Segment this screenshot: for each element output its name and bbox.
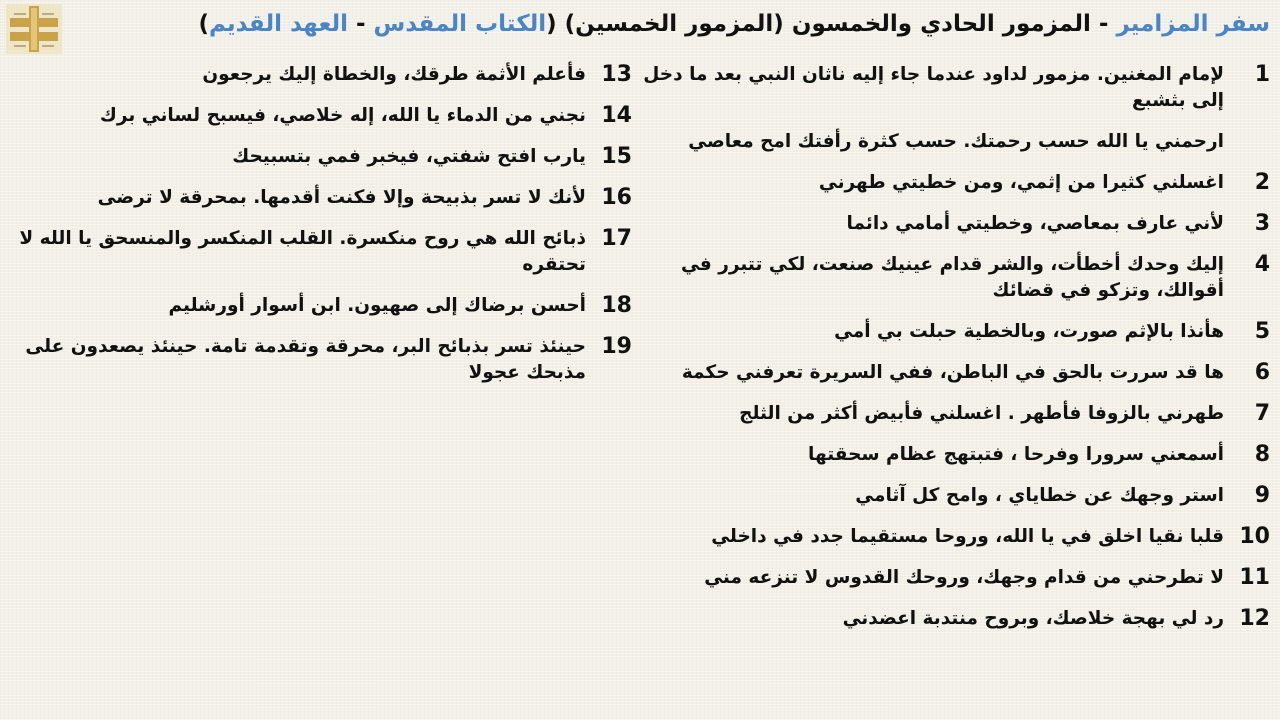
verse-number: 11 (1239, 565, 1270, 590)
verse (7, 185, 632, 211)
verse (638, 170, 1270, 196)
logo-cross-icon (6, 4, 62, 54)
verse-text: نجني من الدماء يا الله، إله خلاصي، فيسبح لساني برك (99, 105, 586, 126)
verse-number: 16 (601, 185, 632, 210)
verse-number: 2 (1254, 170, 1270, 195)
verse-number: 5 (1254, 319, 1270, 344)
verse-number: 18 (601, 293, 632, 318)
verse-number: 3 (1254, 211, 1270, 236)
title-book: سفر المزامير (1116, 11, 1270, 37)
verse (638, 62, 1270, 114)
title-separator: - (347, 11, 374, 37)
verse-text: يارب افتح شفتي، فيخبر فمي بتسبيحك (232, 146, 586, 167)
verse (7, 226, 632, 278)
verse-text: لإمام المغنين. مزمور لداود عندما جاء إليه ناثان النبي بعد ما دخل إلى بثشبع (643, 64, 1224, 111)
verse-text: أسمعني سرورا وفرحا ، فتبتهج عظام سحقتها (808, 444, 1224, 465)
verse-number: 7 (1254, 401, 1270, 426)
verses-left-column (7, 62, 632, 401)
verses-right-column (638, 62, 1270, 647)
title-separator: - (1090, 11, 1117, 37)
verse-number: 19 (601, 334, 632, 359)
verse (7, 293, 632, 319)
verse-text: ذبائح الله هي روح منكسرة. القلب المنكسر والمنسحق يا الله لا تحتقره (19, 228, 586, 275)
verse (7, 103, 632, 129)
verse-text: لأني عارف بمعاصي، وخطيتي أمامي دائما (846, 213, 1224, 234)
verse (638, 524, 1270, 550)
verse-text: ها قد سررت بالحق في الباطن، ففي السريرة تعرفني حكمة (681, 362, 1224, 383)
verse (638, 211, 1270, 237)
verse-number: 10 (1239, 524, 1270, 549)
verse-text: ارحمني يا الله حسب رحمتك. حسب كثرة رأفتك امح معاصي (688, 131, 1224, 152)
title-paren-close: ) (198, 11, 209, 37)
verse-text: رد لي بهجة خلاصك، وبروح منتدبة اعضدني (842, 608, 1224, 629)
verse-number: 9 (1254, 483, 1270, 508)
verse (7, 334, 632, 386)
title-bible: الكتاب المقدس (373, 11, 547, 37)
verse-number: 8 (1254, 442, 1270, 467)
verse-text: لا تطرحني من قدام وجهك، وروحك القدوس لا تنزعه مني (704, 567, 1224, 588)
title-testament: العهد القديم (208, 11, 348, 37)
verse-text: قلبا نقيا اخلق في يا الله، وروحا مستقيما جدد في داخلي (711, 526, 1224, 547)
verse-number: 4 (1254, 252, 1270, 277)
verse-text: اغسلني كثيرا من إثمي، ومن خطيتي طهرني (818, 172, 1224, 193)
verse (638, 129, 1270, 155)
verse (638, 319, 1270, 345)
title-psalm: المزمور الحادي والخمسون (المزمور الخمسين) (564, 11, 1091, 37)
verse-text: استر وجهك عن خطاياي ، وامح كل آثامي (855, 485, 1224, 506)
verse-number: 14 (601, 103, 632, 128)
verse-text: حينئذ تسر بذبائح البر، محرقة وتقدمة تامة. حينئذ يصعدون على مذبحك عجولا (25, 336, 586, 383)
verse (638, 401, 1270, 427)
verse (7, 144, 632, 170)
verse (638, 606, 1270, 632)
verse (638, 565, 1270, 591)
verse-number: 12 (1239, 606, 1270, 631)
verse (7, 62, 632, 88)
verse-text: فأعلم الأثمة طرقك، والخطاة إليك يرجعون (202, 64, 586, 85)
page-title (68, 4, 1270, 44)
verse (638, 252, 1270, 304)
verse-text: إليك وحدك أخطأت، والشر قدام عينيك صنعت، لكي تتبرر في أقوالك، وتزكو في قضائك (680, 254, 1224, 301)
verse (638, 442, 1270, 468)
verse (638, 483, 1270, 509)
verse-number: 17 (601, 226, 632, 251)
verse-number: 13 (601, 62, 632, 87)
verse-number: 15 (601, 144, 632, 169)
verse-text: لأنك لا تسر بذبيحة وإلا فكنت أقدمها. بمحرقة لا ترضى (97, 187, 586, 208)
verse (638, 360, 1270, 386)
verse-text: هأنذا بالإثم صورت، وبالخطية حبلت بي أمي (834, 321, 1224, 342)
verse-number: 6 (1254, 360, 1270, 385)
verse-number: 1 (1254, 62, 1270, 87)
title-paren-open: ( (546, 11, 565, 37)
verse-text: طهرني بالزوفا فأطهر . اغسلني فأبيض أكثر من الثلج (739, 403, 1224, 424)
verse-text: أحسن برضاك إلى صهيون. ابن أسوار أورشليم (168, 295, 586, 316)
